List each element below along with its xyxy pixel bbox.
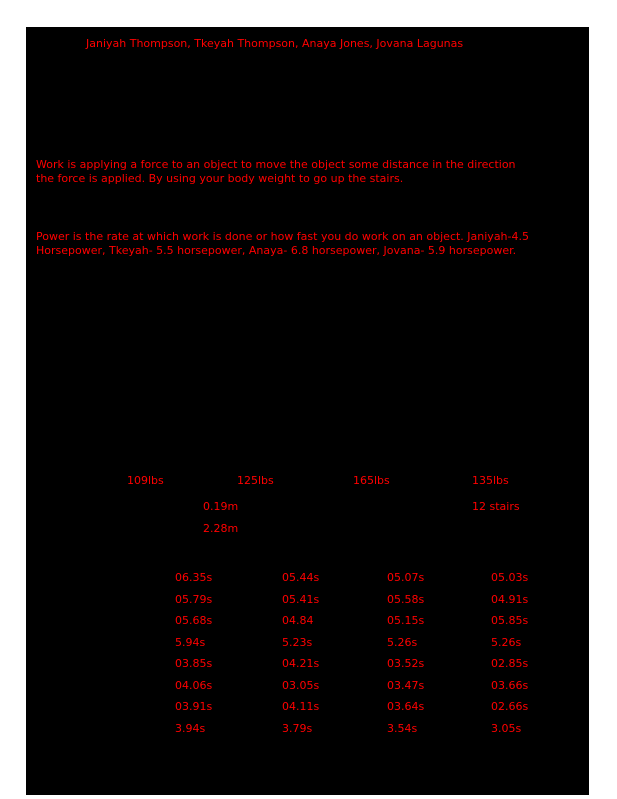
time-cell: 02.85s (491, 657, 529, 670)
time-cell: 06.35s (175, 571, 213, 584)
names-line: Janiyah Thompson, Tkeyah Thompson, Anaya Jones, Jovana Lagunas (86, 37, 464, 50)
time-cell: 3.79s (282, 721, 313, 735)
time-cell: 05.03s (491, 571, 529, 584)
time-cell: 5.26s (491, 635, 522, 649)
time-cell: 05.15s (387, 614, 425, 627)
total-height: 2.28m (203, 522, 239, 535)
weight-janiyah: 109lbs (127, 474, 164, 487)
time-cell: 5.26s (387, 635, 418, 649)
time-cell: 04.21s (282, 657, 320, 670)
power-line-2: Horsepower, Tkeyah- 5.5 horsepower, Anaya- 6.8 horsepower, Jovana- 5.9 horsepower. (36, 244, 517, 257)
time-cell: 03.85s (175, 657, 213, 670)
time-cell: 03.05s (282, 678, 320, 692)
work-line-2: the force is applied. By using your body weight to go up the stairs. (36, 172, 404, 185)
weight-tkeyah: 125lbs (237, 474, 274, 487)
time-cell: 02.66s (491, 700, 529, 713)
time-cell: 05.44s (282, 571, 320, 584)
time-cell: 03.52s (387, 657, 425, 670)
work-paragraph (36, 158, 586, 186)
work-line-1: Work is applying a force to an object to move the object some distance in the direction (36, 158, 516, 171)
weight-jovana: 135lbs (472, 474, 509, 487)
time-cell: 04.84 (282, 614, 314, 627)
time-cell: 05.85s (491, 614, 529, 627)
time-cell: 05.41s (282, 592, 320, 606)
document-page (26, 27, 589, 795)
time-cell: 04.91s (491, 592, 529, 606)
time-cell: 5.23s (282, 635, 313, 649)
power-paragraph (36, 230, 586, 258)
stair-count: 12 stairs (472, 500, 520, 513)
time-cell: 03.66s (491, 678, 529, 692)
time-cell: 04.06s (175, 678, 213, 692)
time-cell: 3.94s (175, 721, 206, 735)
time-cell: 5.94s (175, 635, 206, 649)
step-height: 0.19m (203, 500, 239, 513)
time-cell: 03.91s (175, 700, 213, 713)
time-cell: 3.54s (387, 721, 418, 735)
time-cell: 3.05s (491, 721, 522, 735)
time-cell: 05.68s (175, 614, 213, 627)
time-cell: 05.58s (387, 592, 425, 606)
time-cell: 05.79s (175, 592, 213, 606)
weight-anaya: 165lbs (353, 474, 390, 487)
time-cell: 05.07s (387, 571, 425, 584)
time-cell: 03.47s (387, 678, 425, 692)
time-cell: 03.64s (387, 700, 425, 713)
time-cell: 04.11s (282, 700, 320, 713)
power-line-1: Power is the rate at which work is done or how fast you do work on an object. Janiyah-4.5 (36, 230, 529, 243)
